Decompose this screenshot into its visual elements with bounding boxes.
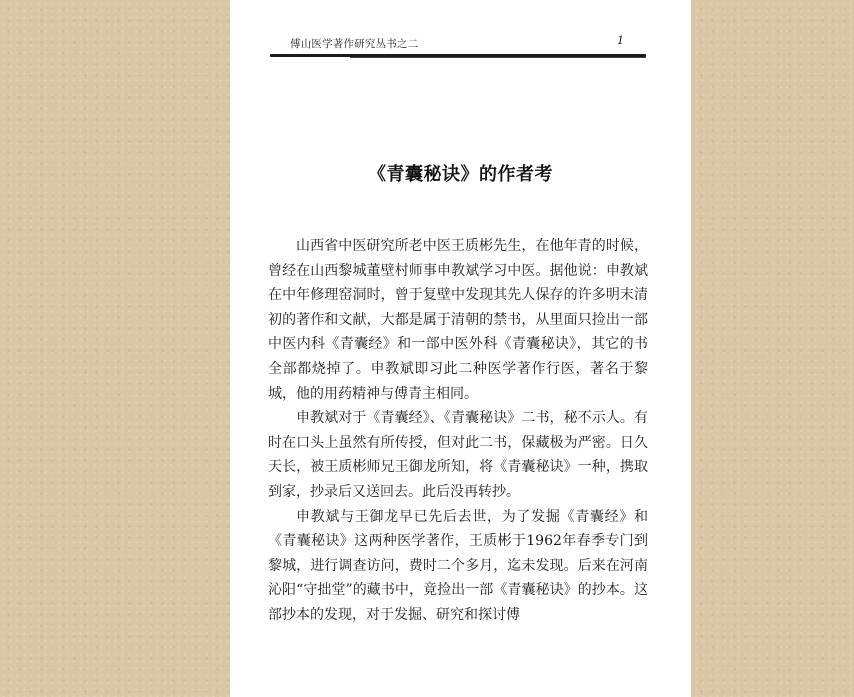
page-number: 1 [617, 34, 624, 47]
series-title: 傅山医学著作研究丛书之二 [290, 38, 419, 50]
article-body [268, 234, 648, 628]
book-page [230, 0, 691, 697]
header-rule-thin [350, 57, 646, 58]
running-head [268, 34, 648, 54]
body-paragraph: 山西省中医研究所老中医王质彬先生，在他年青的时候，曾经在山西黎城董壁村师事申教斌学习中医。据他说：申教斌在中年修理窑洞时，曾于复壁中发现其先人保存的许多明末清初的著作和文献，大都是属于清朝的禁书，从里面只捡出一部中医内科《青囊经》和一部中医外科《青囊秘诀》，其它的书全部都烧掉了。申教斌即习此二种医学著作行医，著名于黎城，他的用药精神与傅青主相同。 [268, 238, 648, 402]
body-paragraph: 申教斌与王御龙早已先后去世，为了发掘《青囊经》和《青囊秘诀》这两种医学著作，王质彬于1962年春季专门到黎城，进行调查访问，费时二个多月，迄未发现。后来在河南沁阳“守拙堂”的藏书中，竟捡出一部《青囊秘诀》的抄本。这部抄本的发现，对于发掘、研究和探讨傅 [268, 508, 648, 623]
body-paragraph: 申教斌对于《青囊经》、《青囊秘诀》二书，秘不示人。有时在口头上虽然有所传授，但对此二书，保藏极为严密。日久天长，被王质彬师兄王御龙所知，将《青囊秘诀》一种，携取到家，抄录后又送回去。此后没再转抄。 [268, 410, 648, 500]
article-title: 《青囊秘诀》的作者考 [368, 164, 553, 185]
